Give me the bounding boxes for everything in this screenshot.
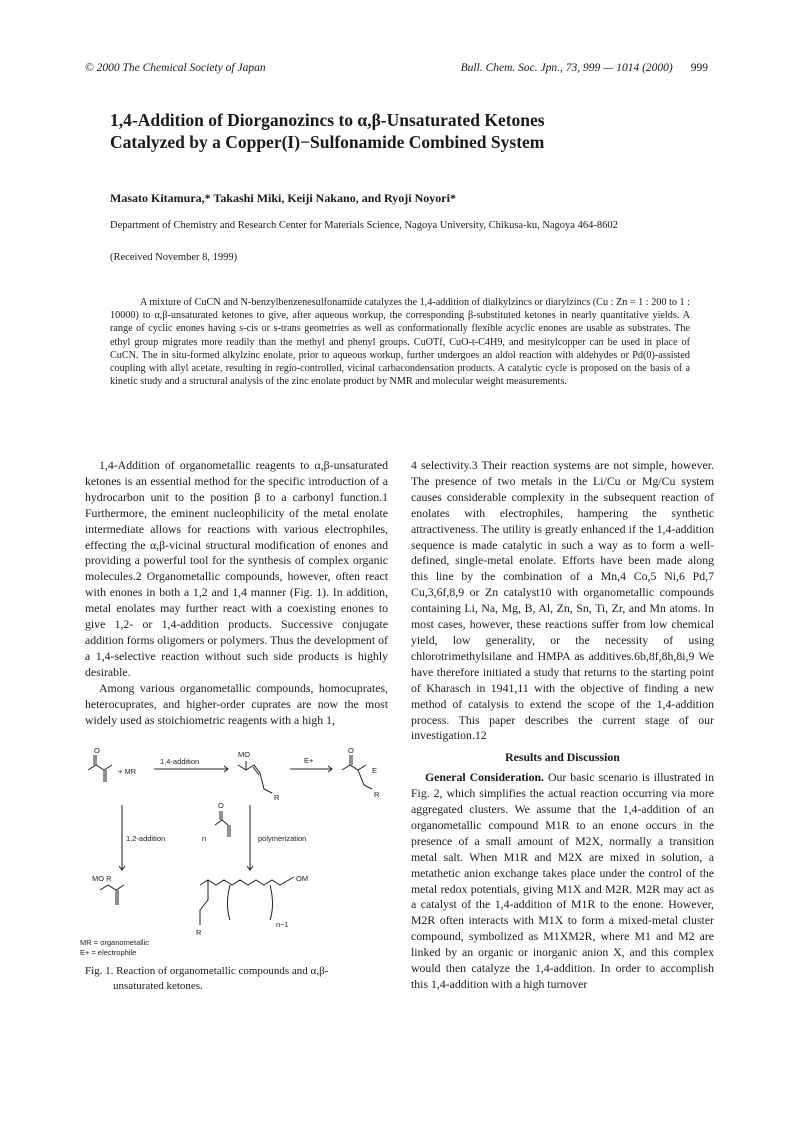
fig-label-mo: MO [238,750,251,759]
fig-label-o1: O [94,746,100,755]
fig-label-r1: R [274,793,280,802]
fig-legend-e: E+ = electrophile [80,948,137,957]
intro-paragraph-1: 1,4-Addition of organometallic reagents to α,β-unsaturated ketones is an essential method for the specific introduction of a hydrocarbon unit to the position β to a carbonyl function.1 Furthermore, the eminent nucleophilicity of the metal enolate intermediate allows for reactions with various electrophiles, effecting the α,β-vicinal structural modification of enones and providing a powerful tool for the synthesis of complex organic molecules.2 Organometallic compounds, however, often react with enones in both a 1,2 and 1,4 manner (Fig. 1). In addition, metal enolates may further react with a coexisting enones to give 1,2- or 1,4-addition products. Successive conjugate addition forms oligomers or polymers. Thus the development of a 1,4-selective reaction without such side products is highly desirable. [85,458,388,679]
fig-label-om: OM [296,874,309,883]
journal-citation: Bull. Chem. Soc. Jpn., 73, 999 — 1014 (2000) 999 [460,62,708,74]
affiliation: Department of Chemistry and Research Center for Materials Science, Nagoya University, Chikusa-ku, Nagoya 464-8602 [110,220,618,231]
intro-paragraph-3: 4 selectivity.3 Their reaction systems are not simple, however. The presence of two metals in the Li/Cu or Mg/Cu system causes considerable complexity in the subsequent reaction of enolates with electrophiles, hampering the synthetic attractiveness. The utility is greatly enhanced if the 1,4-addition sequence is made catalytic in such a way as to form a well-defined, single-metal enolate. Efforts have been made along this line by the combination of a Mn,4 Co,5 Ni,6 Pd,7 Cu,3,6f,8,9 or Zn catalyst10 with organometallic compounds containing Li, Na, Mg, B, Al, Zn, Sn, Ti, Zr, and Mn atoms. In most cases, however, these reactions suffer from low chemical yield, low generality, or the necessity of using chlorotrimethylsilane and HMPA as additives.6b,8f,8h,8i,9 We have therefore initiated a study that returns to the starting point of Kharasch in 1941,11 with the objective of finding a new method of catalysis to extend the scope of the 1,4-addition process. This paper describes the current stage of our investigation.12 [411,458,714,743]
paper-title: 1,4-Addition of Diorganozincs to α,β-Unsaturated Ketones Catalyzed by a Copper(I)−Sulfonamide Combined System [110,110,545,152]
author-list: Masato Kitamura,* Takashi Miki, Keiji Nakano, and Ryoji Noyori* [110,191,456,205]
abstract: A mixture of CuCN and N-benzylbenzenesulfonamide catalyzes the 1,4-addition of dialkylzincs or diarylzincs (Cu : Zn = 1 : 200 to 1 : 10000) to α,β-unsaturated ketones to give, after aqueous workup, the corresponding β-substituted ketones in nearly quantitative yields. A range of cyclic enones having s-cis or s-trans geometries as well as conformationally flexible acyclic enones are usable as substrates. The ethyl group migrates more readily than the methyl and phenyl groups. CuOTf, CuO-t-C4H9, and mesitylcopper can be used in place of CuCN. The in situ-formed alkylzinc enolate, prior to aqueous workup, further undergoes an aldol reaction with aldehydes or Pd(0)-assisted coupling with allyl acetate, resulting in regio-controlled, vicinal carbacondensation products. A catalytic cycle is proposed on the basis of a kinetic study and a structural analysis of the zinc enolate product by NMR and molecular weight measurements. [110,297,690,388]
fig-label-r2: R [374,790,380,799]
left-column [85,458,388,728]
figure-1-scheme [70,745,390,960]
subheading: General Consideration. [425,770,544,785]
figure-1-caption: Fig. 1. Reaction of organometallic compounds and α,β- unsaturated ketones. [85,965,329,992]
right-column [411,458,714,993]
section-heading: Results and Discussion [505,750,620,765]
general-consideration-paragraph: General Consideration. Our basic scenario is illustrated in Fig. 2, which simplifies the actual reaction occurring via more aggregated clusters. We assume that the 1,4-addition of an organometallic compound M1R to an enone occurs in the presence of a small amount of M2X, normally a transition metal salt. When M1R and M2X are mixed in solution, a metathetic anion exchange takes place under the control of the metal redox potentials, giving M1X and M2R. M2R may act as a catalyst of the 1,4-addition of M1R to the enone. However, M2R often interacts with M1X to form a mixed-metal cluster compound, symbolized as M1XM2R, where M1 and M2 are linked by an organic or inorganic anion X, and this complex would then catalyze the 1,4-addition. In order to accomplish this 1,4-addition with a high turnover [411,770,714,991]
reaction-scheme-svg [70,745,390,960]
intro-paragraph-2: Among various organometallic compounds, homocuprates, heterocuprates, and higher-order cuprates are now the most widely used as stoichiometric reagents with a high 1, [85,680,388,727]
copyright-line: © 2000 The Chemical Society of Japan [85,62,266,74]
fig-label-n: n [202,834,207,843]
fig-label-polymerization: polymerization [258,834,307,843]
fig-label-mr: + MR [118,767,137,776]
fig-label-e-plus: E+ [304,756,314,765]
running-head [85,62,708,74]
fig-label-14-addition: 1,4-addition [160,757,200,766]
fig-legend-mr: MR = organometallic [80,938,149,947]
fig-label-n1: n−1 [276,920,289,929]
fig-label-12-addition: 1,2-addition [126,834,166,843]
fig-label-o2: O [348,746,354,755]
fig-label-r3: R [196,928,202,937]
fig-label-o3: O [218,801,224,810]
page-number: 999 [690,62,708,74]
received-date: (Received November 8, 1999) [110,252,238,263]
fig-label-mo-r: MO R [92,874,112,883]
fig-label-e: E [372,766,378,775]
